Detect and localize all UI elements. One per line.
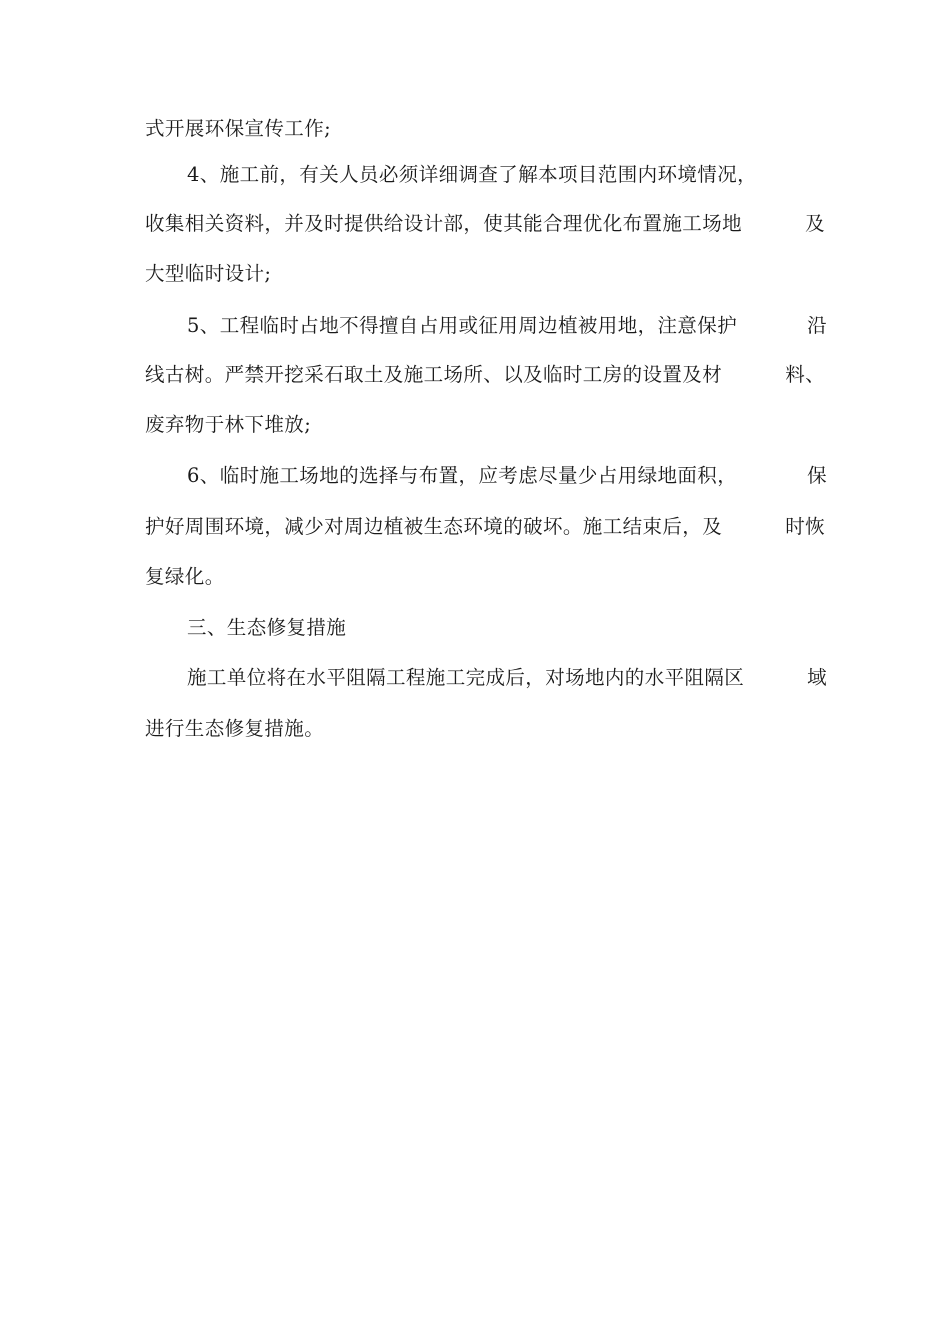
line-text: 5、工程临时占地不得擅自占用或征用周边植被用地，注意保护	[187, 314, 738, 337]
line-text-tail: 保	[807, 464, 827, 487]
paragraph-line: 4、施工前，有关人员必须详细调查了解本项目范围内环境情况，	[187, 163, 758, 186]
paragraph-line: 复绿化。	[145, 565, 225, 588]
line-text-tail: 域	[807, 666, 827, 689]
paragraph-line	[187, 313, 827, 339]
line-text-tail: 料、	[785, 363, 825, 386]
line-text: 收集相关资料，并及时提供给设计部，使其能合理优化布置施工场地	[145, 212, 743, 235]
paragraph-line: 废弃物于林下堆放;	[145, 413, 312, 436]
paragraph-line	[187, 463, 827, 489]
line-text: 6、临时施工场地的选择与布置，应考虑尽量少占用绿地面积，	[187, 464, 738, 487]
line-text-tail: 及	[805, 212, 825, 235]
line-text-tail: 时恢	[785, 515, 825, 538]
paragraph-line: 大型临时设计;	[145, 262, 272, 285]
paragraph-line	[145, 211, 825, 237]
line-text: 护好周围环境，减少对周边植被生态环境的破坏。施工结束后，及	[145, 515, 723, 538]
section-heading: 三、生态修复措施	[187, 616, 347, 639]
paragraph-line	[145, 362, 825, 388]
paragraph-line: 式开展环保宣传工作;	[145, 117, 332, 140]
paragraph-line	[187, 665, 827, 691]
paragraph-line	[145, 514, 825, 540]
line-text: 施工单位将在水平阻隔工程施工完成后，对场地内的水平阻隔区	[187, 666, 745, 689]
line-text: 线古树。严禁开挖采石取土及施工场所、以及临时工房的设置及材	[145, 363, 723, 386]
line-text-tail: 沿	[807, 314, 827, 337]
paragraph-line: 进行生态修复措施。	[145, 717, 325, 740]
